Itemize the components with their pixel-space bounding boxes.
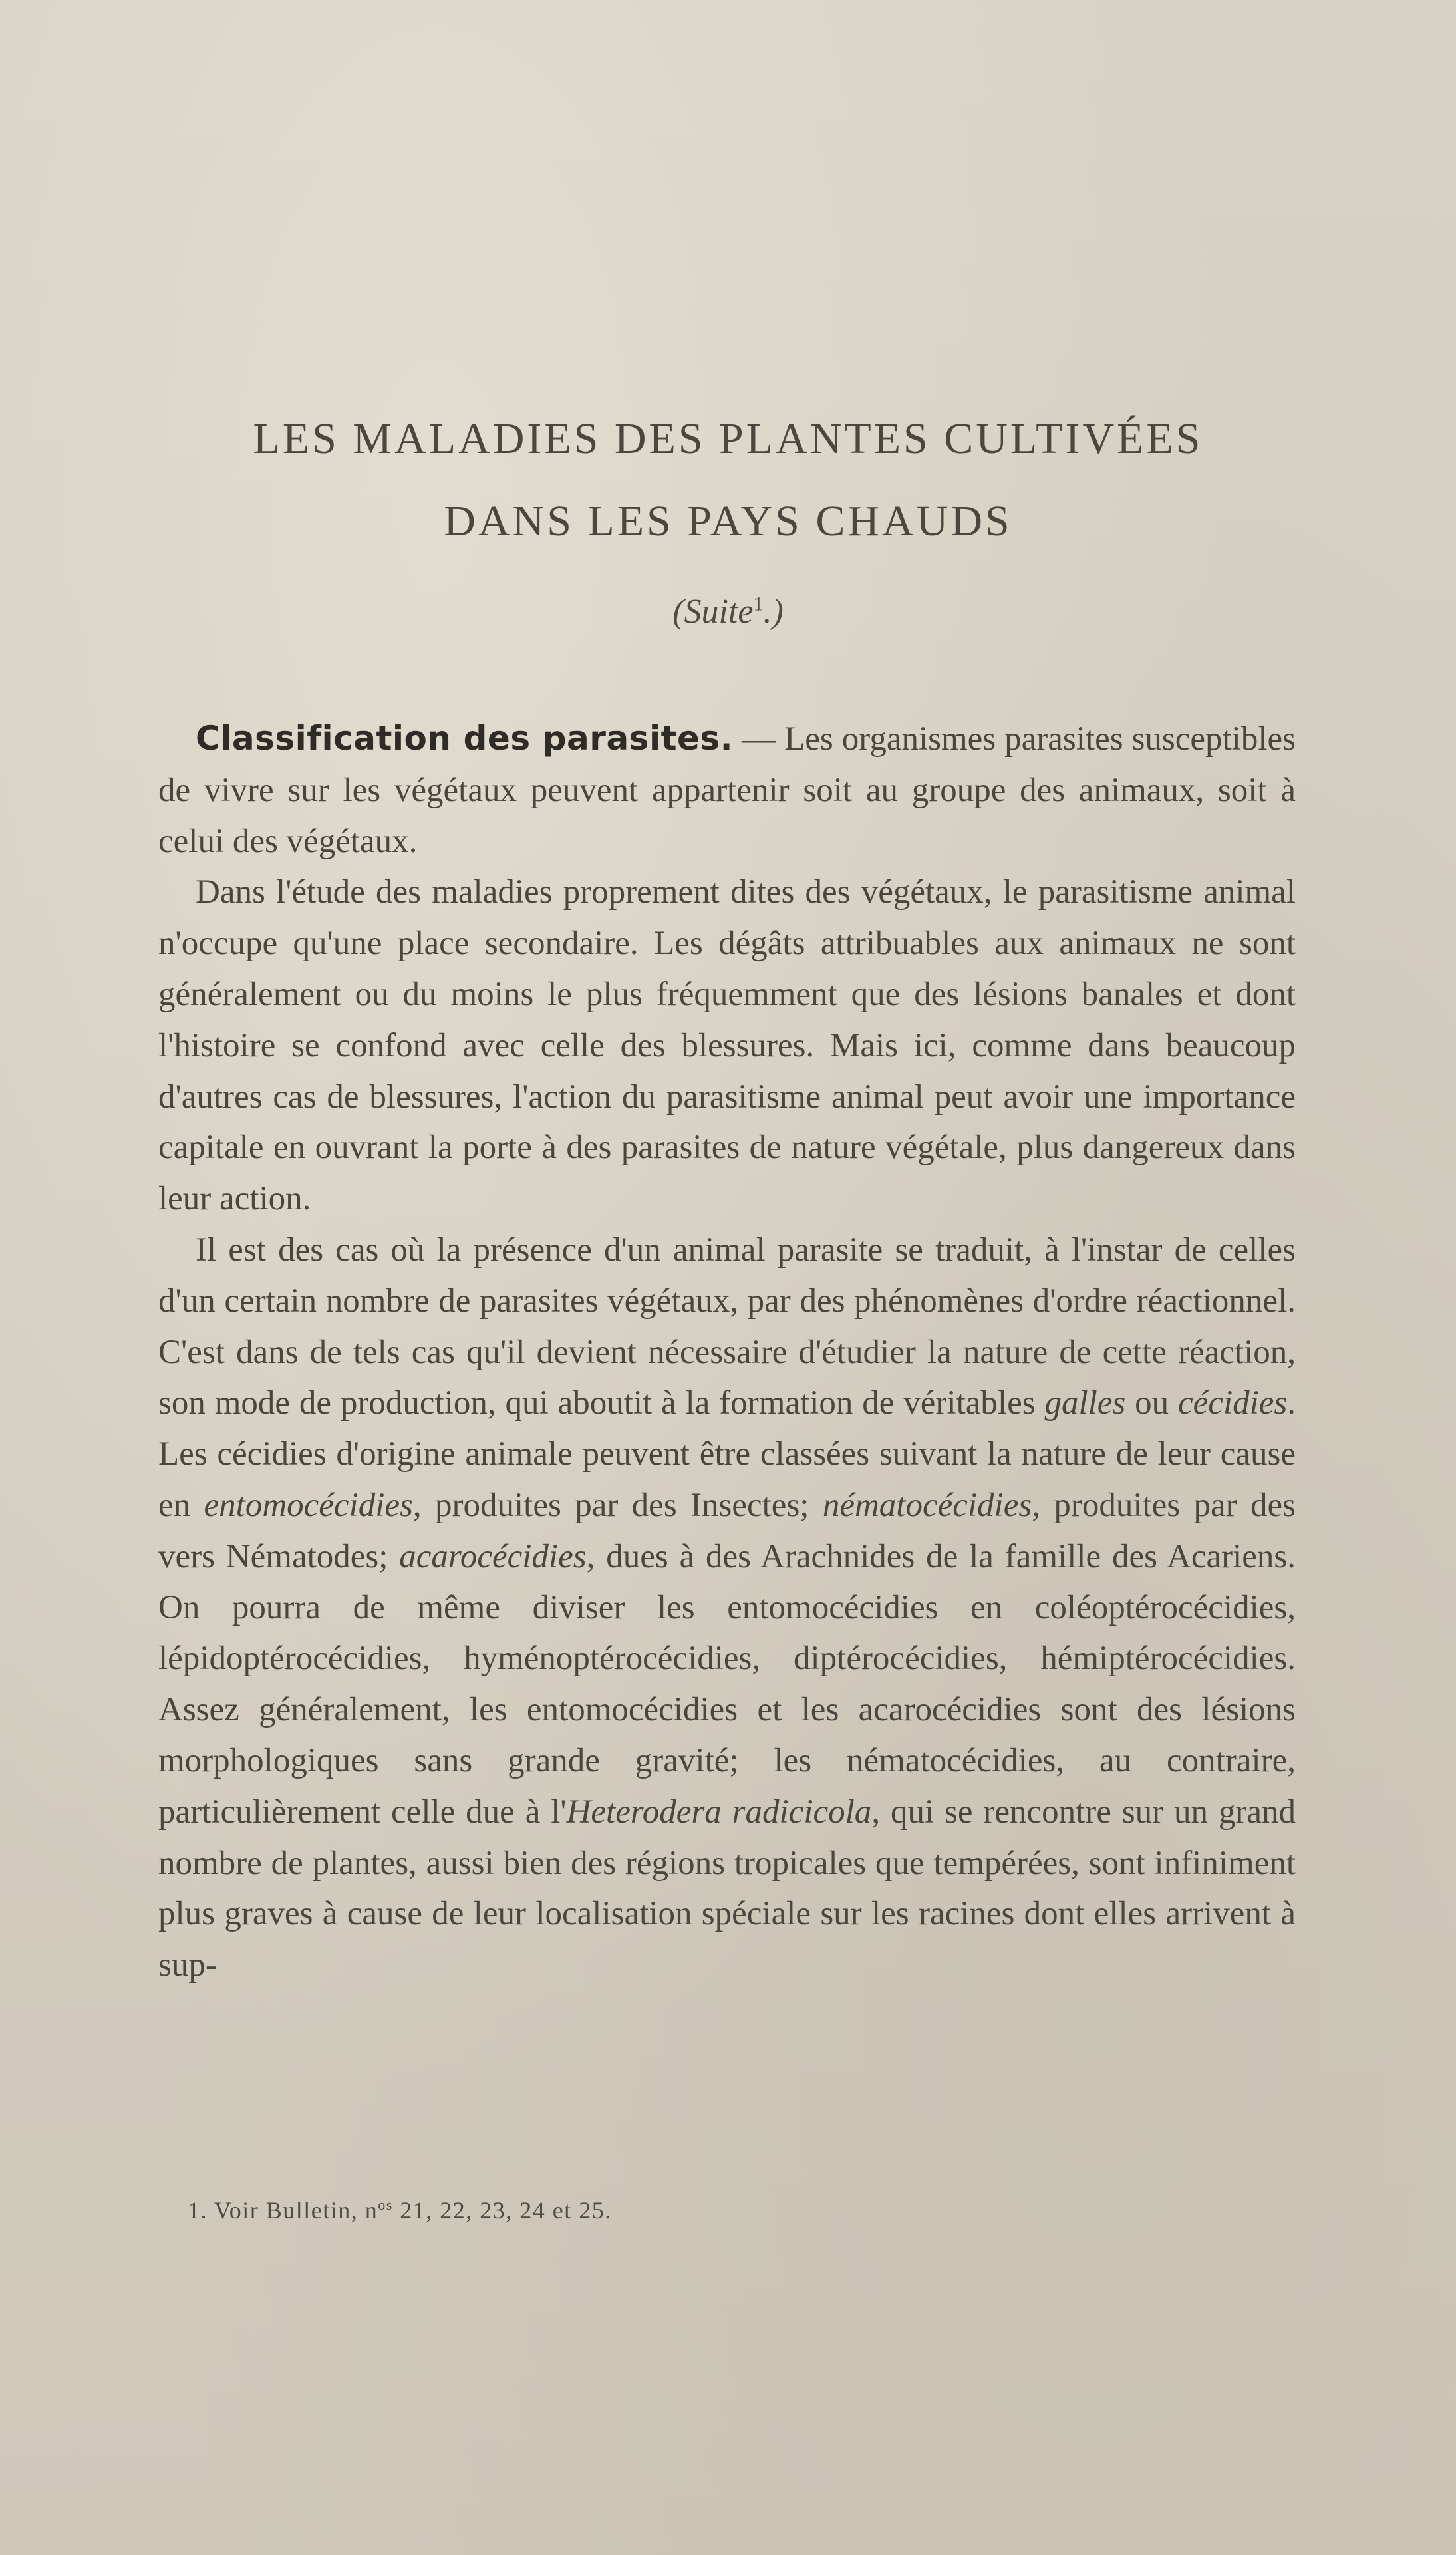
paragraph-3-text-ou: ou <box>1125 1384 1179 1422</box>
term-cecidies: cécidies <box>1178 1384 1288 1422</box>
term-galles: galles <box>1044 1384 1126 1422</box>
footnote-reference: 1 <box>753 593 764 615</box>
paragraph-3-text-c: , produites par des Insectes; <box>412 1486 823 1524</box>
paragraph-3-text-d: , produites par des vers Nématodes; <box>158 1486 1296 1575</box>
paragraph-1-text: — Les organismes parasites susceptibles de vivre sur les végétaux peuvent appartenir soit au groupe des animaux, soit à celui des végétaux. <box>158 720 1296 860</box>
paragraph-3 <box>158 1225 1296 1991</box>
body-text <box>158 713 1296 1991</box>
footnote <box>188 2196 612 2224</box>
footnote-rest: 21, 22, 23, 24 et 25. <box>392 2197 612 2224</box>
title-line-1: LES MALADIES DES PLANTES CULTIVÉES <box>253 414 1203 463</box>
paragraph-3-text-a: Il est des cas où la présence d'un animal parasite se traduit, à l'instar de celles d'un certain nombre de parasites végétaux, par des phénomènes d'ordre réactionnel. C'est dans de tels cas qu'il devient nécessaire d'étudier la nature de cette réaction, son mode de production, qui aboutit à la formation de véritables <box>158 1231 1296 1422</box>
paragraph-1 <box>158 713 1296 867</box>
term-heterodera: Heterodera radicicola <box>566 1793 872 1831</box>
term-acarocecidies: acarocécidies <box>399 1537 587 1575</box>
subtitle <box>0 592 1456 631</box>
paragraph-3-text-e: , dues à des Arachnides de la famille des Acariens. On pourra de même diviser les entomocécidies en coléoptérocécidies, lépidoptérocécidies, hyménoptérocécidies, diptérocécidies, hémiptérocécidies. Assez généralement, les entomocécidies et les acarocécidies sont des lésions morphologiques sans grande gravité; les nématocécidies, au contraire, particulièrement celle due à l' <box>158 1537 1296 1831</box>
title-line-2: DANS LES PAYS CHAUDS <box>444 497 1012 545</box>
section-heading: Classification des parasites. <box>196 719 734 758</box>
subtitle-text: (Suite <box>672 593 754 631</box>
paragraph-3-text-b: . Les cécidies d'origine animale peuvent être classées suivant la nature de leur cause en <box>158 1384 1296 1524</box>
paragraph-3-text-f: , qui se rencontre sur un grand nombre de plantes, aussi bien des régions tropicales que tempérées, sont infiniment plus graves à cause de leur localisation spéciale sur les racines dont elles arrivent à sup- <box>158 1793 1296 1984</box>
paragraph-2: Dans l'étude des maladies proprement dites des végétaux, le parasitisme animal n'occupe qu'une place secondaire. Les dégâts attribuables aux animaux ne sont généralement ou du moins le plus fréquemment que des lésions banales et dont l'histoire se confond avec celle des blessures. Mais ici, comme dans beaucoup d'autres cas de blessures, l'action du parasitisme animal peut avoir une importance capitale en ouvrant la porte à des parasites de nature végétale, plus dangereux dans leur action. <box>158 873 1296 1218</box>
footnote-superscript: os <box>378 2196 393 2213</box>
footnote-text: Voir Bulletin, n <box>208 2197 378 2224</box>
footnote-number: 1. <box>188 2197 208 2224</box>
term-entomocecidies: entomocécidies <box>204 1486 413 1524</box>
subtitle-close: .) <box>763 593 784 631</box>
term-nematocecidies: nématocécidies <box>822 1486 1032 1524</box>
